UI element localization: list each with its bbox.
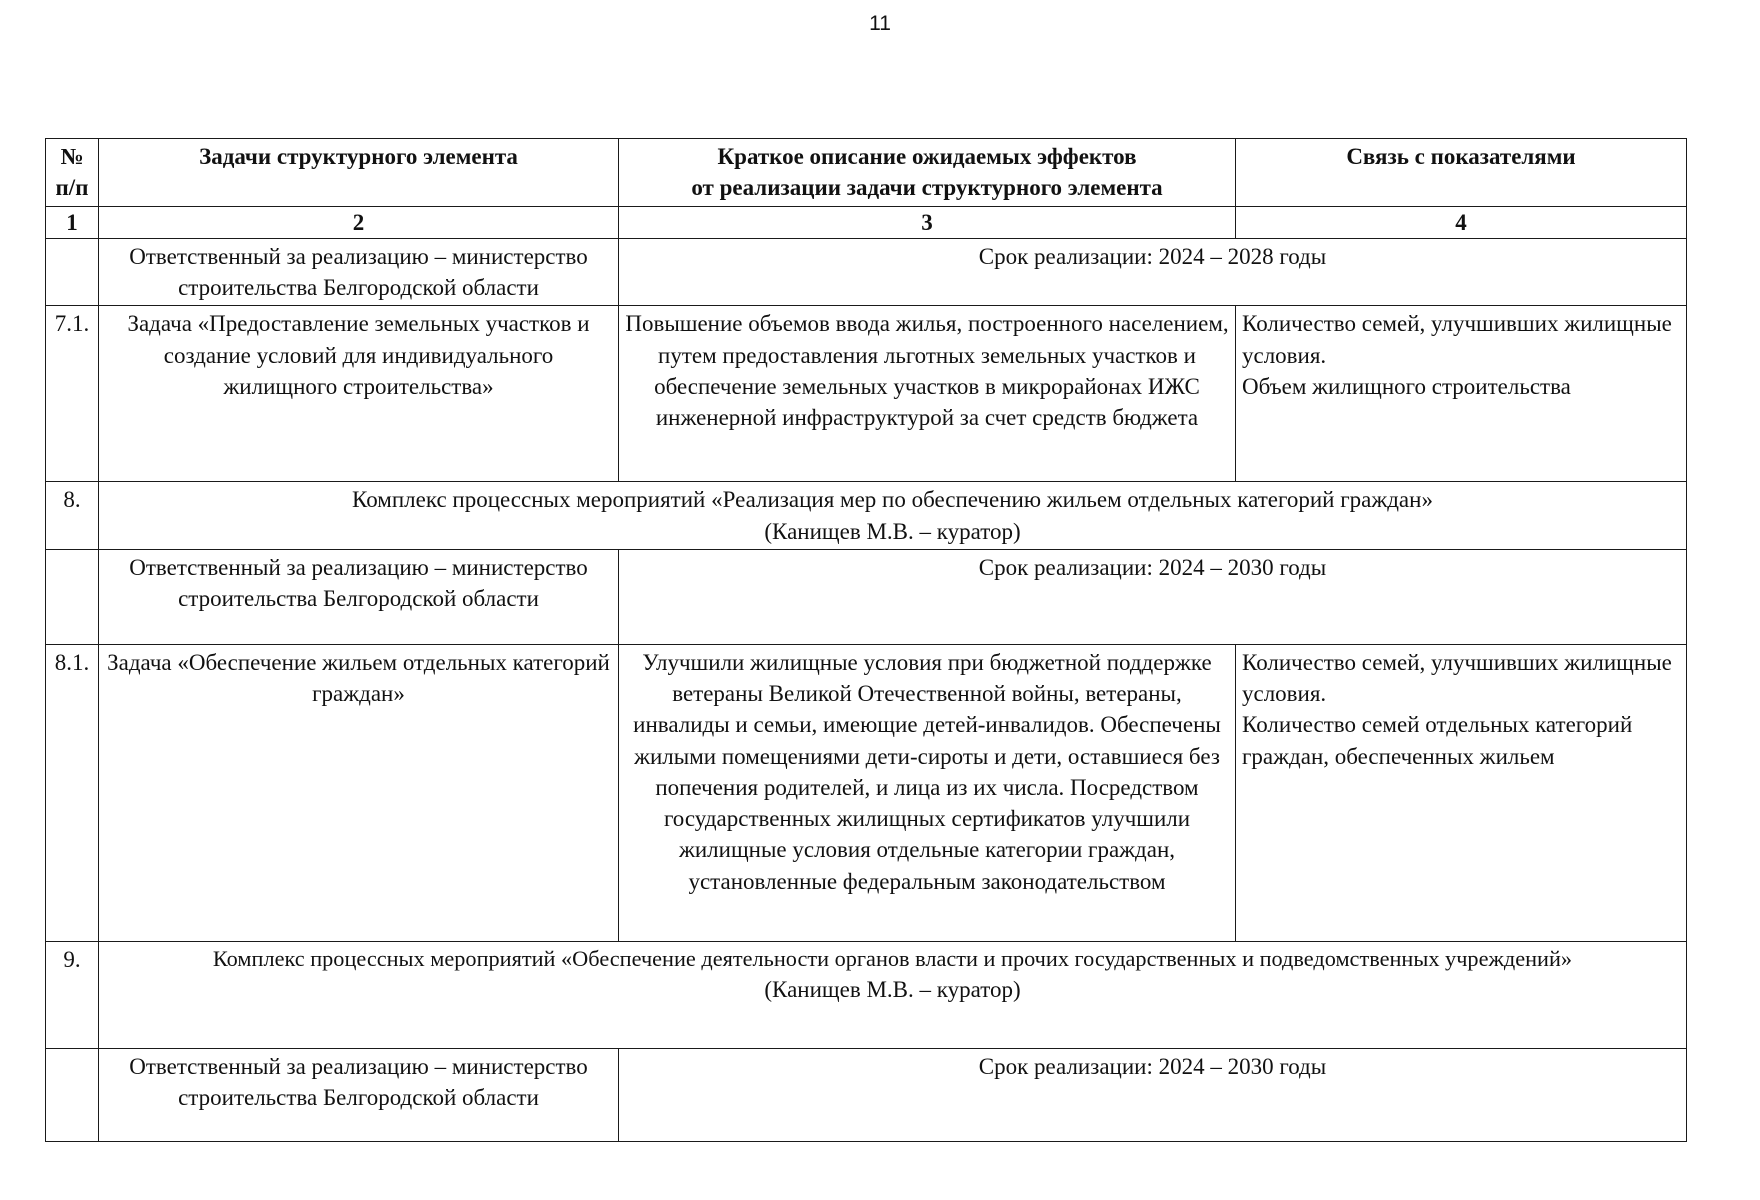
column-number-4: 4 [1236,206,1687,238]
responsible-cell: Ответственный за реализацию – министерство строительства Белгородской области [99,238,619,306]
table-row [46,482,1687,550]
complex-title-cell [99,941,1687,1048]
header-tasks: Задачи структурного элемента [99,139,619,207]
row-number-empty [46,1048,99,1141]
header-effects [619,139,1236,207]
column-number-1: 1 [46,206,99,238]
structural-elements-table [45,138,1687,1142]
header-indicators: Связь с показателями [1236,139,1687,207]
indicators-cell [1236,306,1687,482]
task-cell: Задача «Предоставление земельных участков и создание условий для индивидуального жилищного строительства» [99,306,619,482]
row-number: 9. [46,941,99,1048]
header-effects-line1: Краткое описание ожидаемых эффектов [717,144,1137,169]
indicator-line: Количество семей, улучшивших жилищные условия. [1242,649,1672,707]
complex-title-cell [99,482,1687,550]
complex-title: Комплекс процессных мероприятий «Реализация мер по обеспечению жильем отдельных категорий граждан» [352,487,1433,513]
task-cell: Задача «Обеспечение жильем отдельных категорий граждан» [99,644,619,941]
effect-cell: Повышение объемов ввода жилья, построенного населением, путем предоставления льготных земельных участков и обеспечение земельных участков в микрорайонах ИЖС инженерной инфраструктурой за счет средств бюджета [619,306,1236,482]
page-number: 11 [869,12,891,35]
indicator-line: Объем жилищного строительства [1242,373,1571,399]
term-cell: Срок реализации: 2024 – 2028 годы [619,238,1687,306]
row-number: 7.1. [46,306,99,482]
header-effects-line2: от реализации задачи структурного элемента [691,175,1163,201]
column-number-3: 3 [619,206,1236,238]
indicators-cell [1236,644,1687,941]
table-row [46,549,1687,644]
indicator-line: Количество семей, улучшивших жилищные условия. [1242,311,1672,368]
term-cell: Срок реализации: 2024 – 2030 годы [619,549,1687,644]
complex-curator: (Канищев М.В. – куратор) [764,518,1021,544]
responsible-cell: Ответственный за реализацию – министерство строительства Белгородской области [99,1048,619,1141]
complex-curator: (Канищев М.В. – куратор) [764,977,1021,1003]
effect-cell: Улучшили жилищные условия при бюджетной поддержке ветераны Великой Отечественной войны, ветераны, инвалиды и семьи, имеющие детей-инвалидов. Обеспечены жилыми помещениями дети-сироты и дети, оставшиеся без попечения родителей, и лица из их числа. Посредством государственных жилищных сертификатов улучшили жилищные условия отдельные категории граждан, установленные федеральным законодательством [619,644,1236,941]
header-number: № п/п [46,139,99,207]
table-row [46,644,1687,941]
term-cell: Срок реализации: 2024 – 2030 годы [619,1048,1687,1141]
table-row [46,1048,1687,1141]
responsible-cell: Ответственный за реализацию – министерство строительства Белгородской области [99,549,619,644]
table-row [46,941,1687,1048]
row-number-empty [46,549,99,644]
complex-title: Комплекс процессных мероприятий «Обеспечение деятельности органов власти и прочих государственных и подведомственных учреждений» [212,945,1573,971]
row-number-empty [46,238,99,306]
table-row [46,238,1687,306]
table-row [46,306,1687,482]
row-number: 8.1. [46,644,99,941]
column-numbers-row [46,206,1687,238]
table-header-row [46,139,1687,207]
indicator-line: Количество семей отдельных категорий граждан, обеспеченных жильем [1242,712,1633,769]
column-number-2: 2 [99,206,619,238]
row-number: 8. [46,482,99,550]
